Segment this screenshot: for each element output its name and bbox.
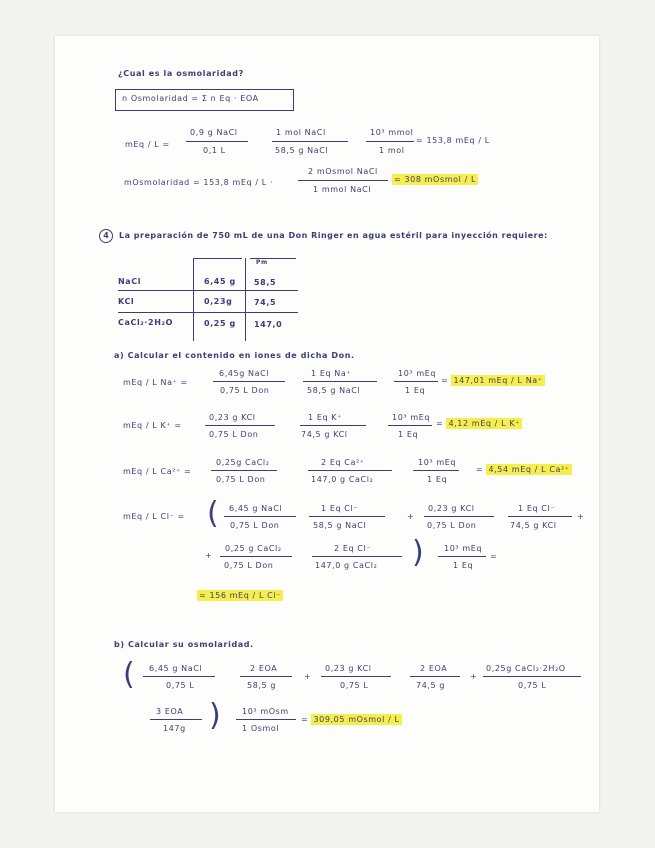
- table-line: [118, 312, 298, 313]
- ca-f2-num: 2 Eq Ca²⁺: [321, 458, 365, 467]
- pm-header: Pm: [256, 259, 268, 266]
- fraction-bar: [312, 556, 402, 557]
- problem-number-circle: 4: [99, 229, 113, 243]
- meq-f1-den: 0,1 L: [203, 146, 226, 155]
- mosm-label: mOsmolaridad = 153,8 mEq / L ·: [124, 178, 274, 187]
- fraction-bar: [366, 141, 414, 142]
- k-f3-den: 1 Eq: [398, 430, 419, 439]
- problem-statement: La preparación de 750 mL de una Don Ringer en agua estéril para inyección requiere:: [119, 231, 548, 240]
- b-f1-den: 0,75 L: [166, 681, 195, 690]
- fraction-bar: [308, 470, 392, 471]
- fraction-bar: [298, 180, 388, 181]
- fraction-bar: [303, 381, 377, 382]
- cl-f4-den: 74,5 g KCl: [510, 521, 557, 530]
- cl-f4-num: 1 Eq Cl⁻: [518, 504, 556, 513]
- fraction-bar: [205, 425, 275, 426]
- na-f1-num: 6,45g NaCl: [219, 369, 270, 378]
- na-f2-num: 1 Eq Na⁺: [311, 369, 352, 378]
- k-f1-den: 0,75 L Don: [209, 430, 259, 439]
- fraction-bar: [438, 556, 486, 557]
- ca-f3-num: 10³ mEq: [418, 458, 457, 467]
- k-f2-num: 1 Eq K⁺: [308, 413, 342, 422]
- row2-mass: 0,23g: [204, 297, 233, 306]
- row3-pm: 147,0: [254, 320, 283, 329]
- na-f3-den: 1 Eq: [405, 386, 426, 395]
- k-f3-num: 10³ mEq: [392, 413, 431, 422]
- row1-mass: 6,45 g: [204, 277, 236, 286]
- fraction-bar: [220, 556, 292, 557]
- b-f5-den: 0,75 L: [518, 681, 547, 690]
- table-line: [193, 258, 194, 341]
- ca-f1-den: 0,75 L Don: [216, 475, 266, 484]
- fraction-bar: [309, 516, 385, 517]
- fraction-bar: [150, 719, 202, 720]
- b-f3-num: 0,23 g KCl: [325, 664, 372, 673]
- meq-f2-num: 1 mol NaCl: [276, 128, 326, 137]
- cl-label: mEq / L Cl⁻ =: [123, 512, 185, 521]
- table-line: [245, 258, 246, 341]
- meq-f2-den: 58,5 g NaCl: [275, 146, 329, 155]
- fraction-bar: [508, 516, 572, 517]
- fraction-bar: [272, 141, 348, 142]
- ca-f2-den: 147,0 g CaCl₂: [311, 475, 374, 484]
- plus-sign: +: [205, 551, 213, 560]
- fraction-bar: [321, 676, 391, 677]
- fraction-bar: [236, 719, 296, 720]
- na-f3-num: 10³ mEq: [398, 369, 437, 378]
- na-label: mEq / L Na⁺ =: [123, 378, 188, 387]
- b-f1-num: 6,45 g NaCl: [149, 664, 203, 673]
- meq-f3-num: 10³ mmol: [370, 128, 414, 137]
- b-f7-num: 10³ mOsm: [242, 707, 289, 716]
- cl-f6-den: 147,0 g CaCl₂: [315, 561, 378, 570]
- na-f2-den: 58,5 g NaCl: [307, 386, 361, 395]
- fraction-bar: [394, 381, 438, 382]
- mosm-num: 2 mOsmol NaCl: [308, 167, 378, 176]
- k-result: = 4,12 mEq / L K⁺: [436, 419, 520, 428]
- row3-compound: CaCl₂·2H₂O: [118, 318, 173, 327]
- row1-compound: NaCl: [118, 277, 142, 286]
- fraction-bar: [413, 470, 459, 471]
- table-line: [118, 290, 298, 291]
- ca-f3-den: 1 Eq: [427, 475, 448, 484]
- fraction-bar: [211, 470, 277, 471]
- cl-f2-den: 58,5 g NaCl: [313, 521, 367, 530]
- fraction-bar: [240, 676, 292, 677]
- k-f1-num: 0,23 g KCl: [209, 413, 256, 422]
- b-f5-num: 0,25g CaCl₂·2H₂O: [486, 664, 566, 673]
- ca-f1-num: 0,25g CaCl₂: [216, 458, 270, 467]
- part-a-title: a) Calcular el contenido en iones de dicha Don.: [114, 351, 355, 360]
- b-f7-den: 1 Osmol: [242, 724, 280, 733]
- plus-sign: +: [304, 672, 312, 681]
- table-line: [194, 258, 242, 259]
- part-b-title: b) Calcular su osmolaridad.: [114, 640, 254, 649]
- fraction-bar: [424, 516, 494, 517]
- cl-f3-den: 0,75 L Don: [427, 521, 477, 530]
- na-result: = 147,01 mEq / L Na⁺: [441, 376, 543, 385]
- fraction-bar: [410, 676, 460, 677]
- cl-f6-num: 2 Eq Cl⁻: [334, 544, 372, 553]
- cl-f7-den: 1 Eq: [453, 561, 474, 570]
- fraction-bar: [300, 425, 366, 426]
- table-line: [250, 258, 296, 259]
- fraction-bar: [483, 676, 581, 677]
- row2-pm: 74,5: [254, 298, 277, 307]
- open-paren: (: [123, 657, 135, 692]
- na-f1-den: 0,75 L Don: [220, 386, 270, 395]
- b-result: = 309,05 mOsmol / L: [301, 715, 400, 724]
- equals-sign: =: [490, 552, 498, 561]
- row2-compound: KCl: [118, 297, 135, 306]
- close-paren: ): [412, 535, 424, 570]
- fraction-bar: [186, 141, 248, 142]
- fraction-bar: [388, 425, 432, 426]
- k-f2-den: 74,5 g KCl: [301, 430, 348, 439]
- formula-text: n Osmolaridad = Σ n Eq · EOA: [122, 94, 259, 103]
- meq-result: = 153,8 mEq / L: [416, 136, 490, 145]
- question-text: ¿Cual es la osmolaridad?: [118, 69, 244, 78]
- b-f3-den: 0,75 L: [340, 681, 369, 690]
- cl-f7-num: 10³ mEq: [444, 544, 483, 553]
- k-label: mEq / L K⁺ =: [123, 421, 182, 430]
- cl-f5-den: 0,75 L Don: [224, 561, 274, 570]
- mosm-result: = 308 mOsmol / L: [394, 175, 477, 184]
- close-paren: ): [209, 698, 221, 733]
- open-paren: (: [207, 496, 219, 531]
- cl-f1-den: 0,75 L Don: [230, 521, 280, 530]
- meq-label: mEq / L =: [125, 140, 170, 149]
- ca-label: mEq / L Ca²⁺ =: [123, 467, 192, 476]
- b-f2-den: 58,5 g: [247, 681, 277, 690]
- row1-pm: 58,5: [254, 278, 277, 287]
- b-f6-den: 147g: [163, 724, 186, 733]
- meq-f3-den: 1 mol: [379, 146, 405, 155]
- meq-f1-num: 0,9 g NaCl: [190, 128, 238, 137]
- plus-sign: +: [407, 512, 415, 521]
- cl-f1-num: 6,45 g NaCl: [229, 504, 283, 513]
- plus-sign: +: [470, 672, 478, 681]
- fraction-bar: [213, 381, 285, 382]
- fraction-bar: [224, 516, 296, 517]
- fraction-bar: [143, 676, 215, 677]
- cl-f5-num: 0,25 g CaCl₂: [225, 544, 282, 553]
- b-f4-num: 2 EOA: [420, 664, 448, 673]
- b-f4-den: 74,5 g: [416, 681, 446, 690]
- plus-sign: +: [577, 512, 585, 521]
- b-f6-num: 3 EOA: [156, 707, 184, 716]
- mosm-den: 1 mmol NaCl: [313, 185, 372, 194]
- row3-mass: 0,25 g: [204, 319, 236, 328]
- cl-result: = 156 mEq / L Cl⁻: [199, 591, 281, 600]
- b-f2-num: 2 EOA: [250, 664, 278, 673]
- cl-f3-num: 0,23 g KCl: [428, 504, 475, 513]
- cl-f2-num: 1 Eq Cl⁻: [321, 504, 359, 513]
- ca-result: = 4,54 mEq / L Ca²⁺: [476, 465, 570, 474]
